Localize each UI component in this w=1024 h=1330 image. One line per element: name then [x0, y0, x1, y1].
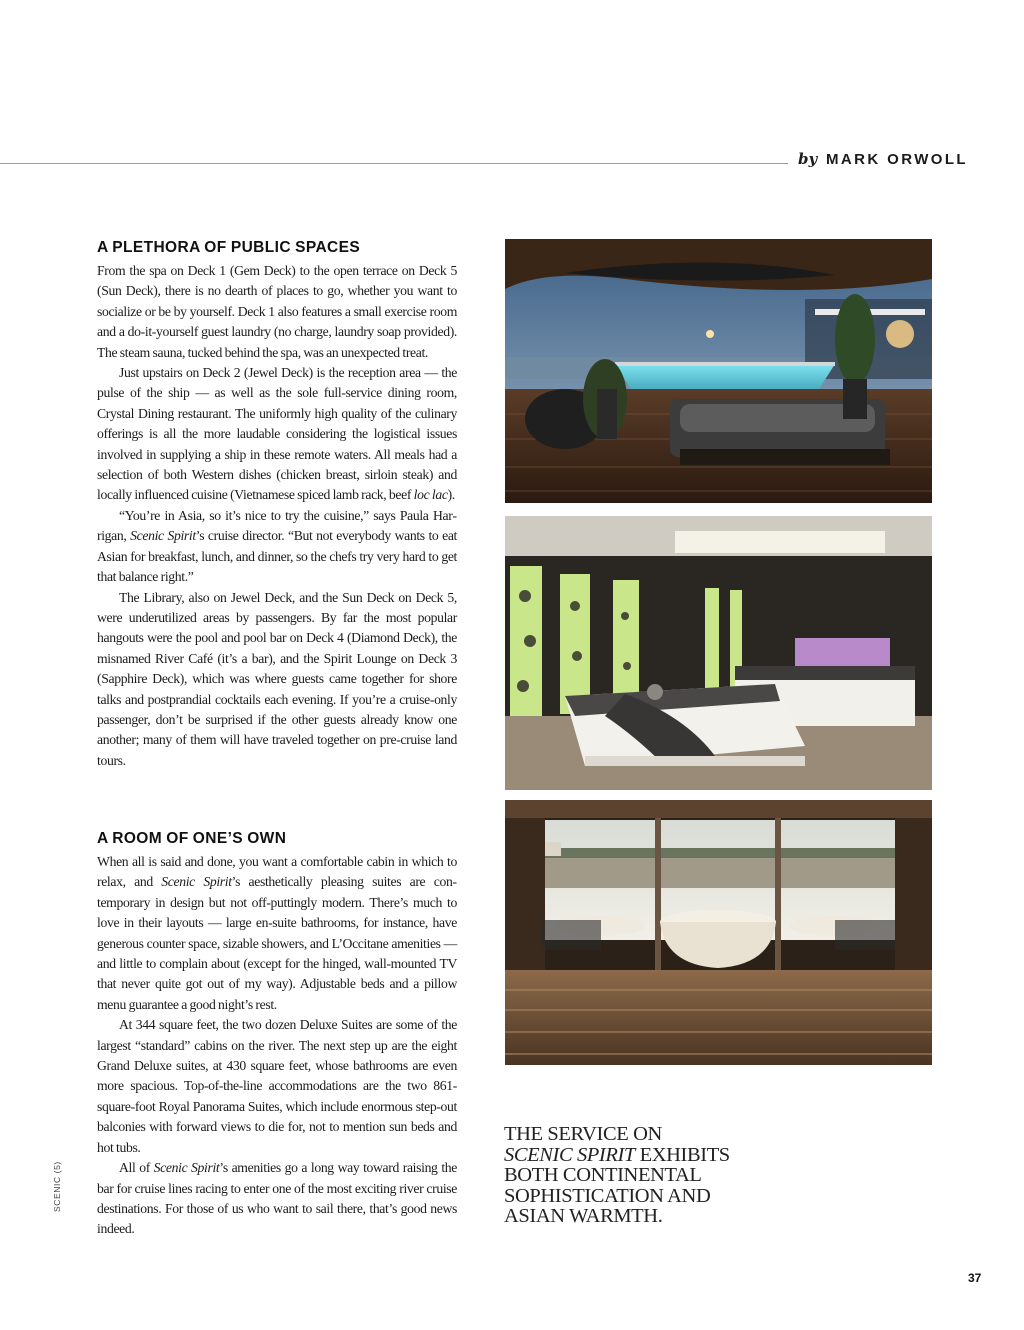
photo-credit: SCENIC (5): [52, 1161, 62, 1212]
paragraph: The Library, also on Jewel Deck, and the Sun Deck on Deck 5, were underutilized areas by passengers. By far the most popular hangouts were the pool and pool bar on Deck 4 (Diamond Deck), the misnamed River Café (it’s a bar), and the Spirit Lounge on Deck 3 (Sapphire Deck), which was where guests came together for shore talks and postprandial cocktails each evening. If you’re a cruise-only passenger, don’t be surprised if the other guests already know one another; many of them will have traveled together on pre-cruise land tours.: [97, 589, 457, 768]
photo-pool-deck: [505, 239, 932, 503]
photo-suite-bathroom: [505, 800, 932, 1065]
paragraph: At 344 square feet, the two dozen Deluxe Suites are some of the largest “standard” cabins on the river. The next step up are the eight Grand Deluxe suites, at 430 square feet, whose bathrooms are even more spacious. Top-of-the-line accommodations are the two 861-square-foot Royal Panorama Suites, which include enormous step-out balconies with forward views to die for, not to mention sun beds and hot tubs.: [97, 1017, 457, 1155]
pull-quote-line: BOTH CONTINENTAL: [504, 1164, 702, 1186]
section-heading: A ROOM OF ONE’S OWN: [97, 830, 287, 847]
pull-quote-line: THE SERVICE ON: [504, 1123, 662, 1145]
page-number: 37: [968, 1271, 982, 1285]
paragraph: “You’re in Asia, so it’s nice to try the cuisine,” says Paula Harrigan, Scenic Spirit’s cruise director. “But not everybody wants to eat Asian for breakfast, lunch, and dinner, so the chefs try very hard to get that balance right.”: [97, 507, 457, 585]
section-heading: A PLETHORA OF PUBLIC SPACES: [97, 239, 361, 256]
photo-spa-room: [505, 516, 932, 790]
paragraph: From the spa on Deck 1 (Gem Deck) to the open terrace on Deck 5 (Sun Deck), there is no dearth of places to go, whether you want to socialize or be by yourself. Deck 1 also features a small exercise room and a do-it-yourself guest laundry (no charge, laundry soap provided). The steam sauna, tucked behind the spa, was an unexpected treat.: [97, 263, 457, 360]
paragraph: When all is said and done, you want a comfortable cabin in which to relax, and Scenic Spirit’s aesthetically pleasing suites are contemporary in design but not off-puttingly modern. There’s much to love in their layouts — large en-suite bathrooms, for instance, have generous counter space, sizable showers, and L’Occitane amenities — and little to complain about (except for the hinged, wall-mounted TV that never quite got out of my way). Adjustable beds and a pillow menu guarantee a good night’s rest.: [97, 854, 457, 1012]
header-rule: [0, 163, 788, 164]
paragraph: Just upstairs on Deck 2 (Jewel Deck) is the reception area — the pulse of the ship — as well as the sole full-service dining room, Crystal Dining restaurant. The uniformly high quality of the culinary offerings is all the more laudable considering the logistical issues involved in supplying a ship in these remote waters. All meals had a selection of both Western dishes (chicken breast, sirloin steak) and locally influenced cuisine (Vietnamese spiced lamb rack, beef loc lac).: [97, 365, 457, 503]
pull-quote-line: SOPHISTICATION AND: [504, 1184, 711, 1207]
section-room: [97, 829, 457, 1240]
byline-author: MARK ORWOLL: [826, 151, 968, 168]
section-public-spaces: [97, 238, 457, 771]
pull-quote: [504, 1124, 764, 1227]
paragraph: All of Scenic Spirit’s amenities go a long way toward raising the bar for cruise lines racing to enter one of the most exciting river cruise destinations. For those of us who want to sail there, that’s good news indeed.: [97, 1160, 457, 1237]
pull-quote-line: ASIAN WARMTH.: [504, 1205, 663, 1227]
pull-quote-line: SCENIC SPIRIT EXHIBITS: [504, 1143, 730, 1166]
byline: [798, 150, 998, 168]
byline-prefix: by: [798, 150, 818, 168]
